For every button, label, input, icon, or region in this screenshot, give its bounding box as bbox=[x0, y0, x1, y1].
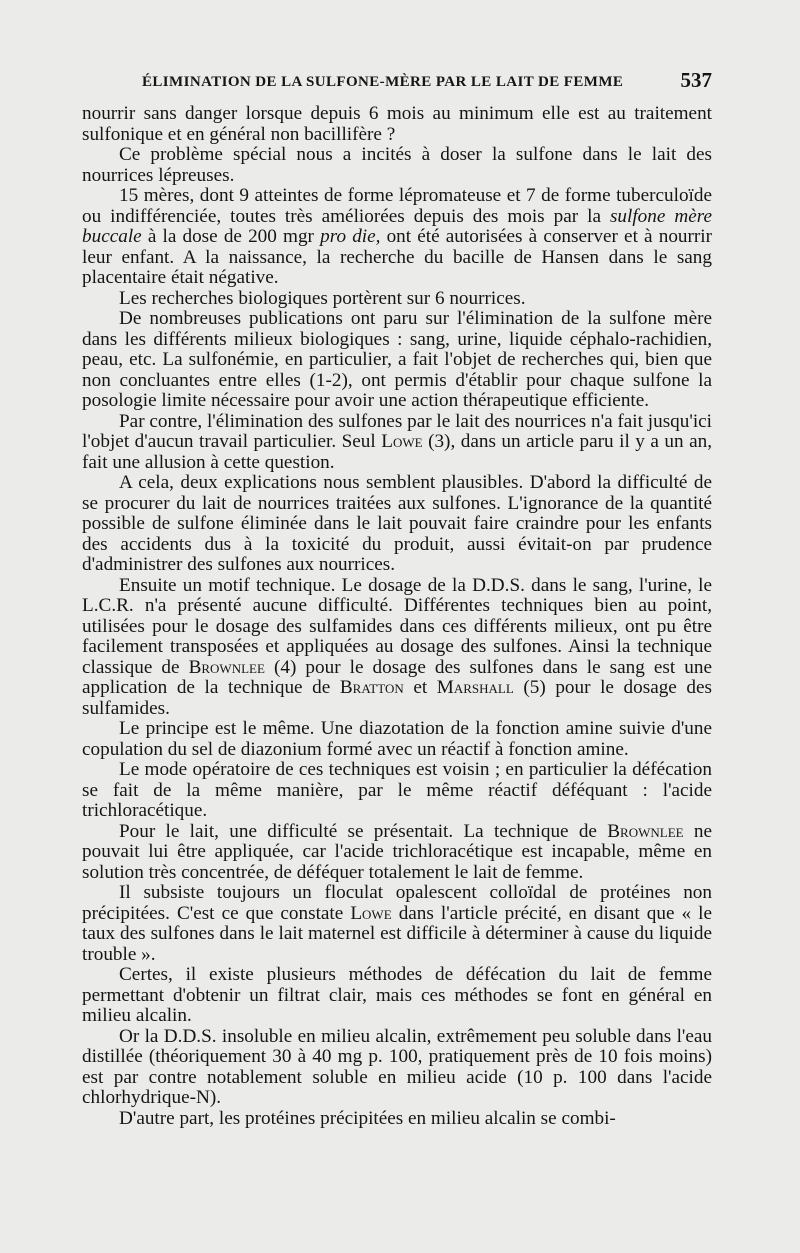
paragraph-15: D'autre part, les protéines précipitées en milieu alcalin se combi- bbox=[119, 1107, 616, 1129]
paragraph-8-text-g: (5) pour le dosage des sulfamides. bbox=[82, 677, 712, 719]
author-lowe: Lowe bbox=[350, 902, 392, 924]
paragraph-11-text-c: ne pouvait lui être appliquée, car l'acide trichloracétique est incapable, même en solution très concentrée, de déféquer totalement le lait de femme. bbox=[82, 820, 712, 883]
article-body bbox=[82, 104, 712, 1129]
paragraph-8 bbox=[82, 576, 712, 720]
paragraph-7: A cela, deux explications nous semblent plausibles. D'abord la difficulté de se procurer du lait de nourrices traitées aux sulfones. L'ignorance de la quantité possible de sulfone éliminée dans le lait pouvait faire craindre pour les enfants des accidents dus à la toxicité du produit, aussi évitait-on par prudence d'administrer des sulfones aux nourrices. bbox=[82, 472, 712, 575]
paragraph-8-text-c: (4) pour le dosage des sulfones dans le sang est une application de la technique de bbox=[82, 656, 712, 698]
paragraph-5: De nombreuses publications ont paru sur l'élimination de la sulfone mère dans les différents milieux biologiques : sang, urine, liquide céphalo-rachidien, peau, etc. La sulfonémie, en particulier, a fait l'objet de recherches qui, bien que non concluantes entre elles (1-2), ont permis d'établir pour chaque sulfone la posologie limite nécessaire pour avoir une action thérapeutique efficiente. bbox=[82, 308, 712, 411]
paragraph-8-text-a: Ensuite un motif technique. Le dosage de la D.D.S. dans le sang, l'urine, le L.C.R. n'a présenté aucune difficulté. Différentes techniques bien au point, utilisées pour le dosage des sulfamides dans ces différents milieux, ont pu être facilement transposées et appliquées au dosage des sulfones. Ainsi la technique classique de bbox=[82, 574, 712, 678]
dosage-latin-italic: pro die, bbox=[320, 226, 381, 247]
running-header bbox=[82, 68, 712, 96]
paragraph-3-text-a: 15 mères, dont 9 atteintes de forme lépromateuse et 7 de forme tuberculoïde ou indifférenciée, toutes très améliorées depuis des mois par la bbox=[82, 185, 712, 227]
page-number: 537 bbox=[680, 68, 712, 92]
paragraph-12-text-c: dans l'article précité, en disant que « le taux des sulfones dans le lait maternel est difficile à déterminer à cause du liquide trouble ». bbox=[82, 902, 712, 965]
drug-name-italic: sulfone mère buccale bbox=[82, 205, 712, 247]
author-bratton: Bratton bbox=[339, 677, 404, 698]
author-brownlee: Brownlee bbox=[188, 656, 265, 678]
paragraph-11 bbox=[82, 822, 712, 884]
author-brownlee: Brownlee bbox=[607, 820, 684, 842]
paragraph-8-text-e: et bbox=[403, 677, 437, 698]
paragraph-13: Certes, il existe plusieurs méthodes de défécation du lait de femme permettant d'obtenir un filtrat clair, mais ces méthodes se font en général en milieu alcalin. bbox=[82, 964, 712, 1026]
paragraph-6-text-c: (3), dans un article paru il y a un an, fait une allusion à cette question. bbox=[82, 431, 713, 473]
paragraph-6 bbox=[82, 412, 712, 474]
paragraph-6-text-a: Par contre, l'élimination des sulfones par le lait des nourrices n'a fait jusqu'ici l'objet d'aucun travail particulier. Seul bbox=[82, 410, 712, 452]
running-title: ÉLIMINATION DE LA SULFONE-MÈRE PAR LE LAIT DE FEMME bbox=[142, 74, 624, 90]
paragraph-9: Le principe est le même. Une diazotation de la fonction amine suivie d'une copulation du sel de diazonium formé avec un réactif à fonction amine. bbox=[82, 718, 712, 760]
paragraph-3-text-e: ont été autorisées à conserver et à nourrir leur enfant. A la naissance, la recherche du bacille de Hansen dans le sang placentaire était négative. bbox=[82, 226, 713, 288]
paragraph-12 bbox=[82, 883, 712, 965]
paragraph-12-text-a: Il subsiste toujours un floculat opalescent colloïdal de protéines non précipitées. C'est ce que constate bbox=[82, 882, 712, 924]
paragraph-11-text-a: Pour le lait, une difficulté se présentait. La technique de bbox=[119, 820, 608, 842]
paragraph-10: Le mode opératoire de ces techniques est voisin ; en particulier la défécation se fait de la même manière, par le même réactif déféquant : l'acide trichloracétique. bbox=[82, 759, 712, 821]
paragraph-14: Or la D.D.S. insoluble en milieu alcalin, extrêmement peu soluble dans l'eau distillée (théoriquement 30 à 40 mg p. 100, pratiquement près de 10 fois moins) est par contre notablement soluble en milieu acide (10 p. 100 dans l'acide chlorhydrique-N). bbox=[82, 1025, 712, 1108]
author-marshall: Marshall bbox=[436, 677, 514, 698]
paragraph-3-text-c: à la dose de 200 mgr bbox=[141, 226, 321, 247]
paragraph-2: Ce problème spécial nous a incités à doser la sulfone dans le lait des nourrices lépreuses. bbox=[82, 144, 712, 186]
paragraph-4: Les recherches biologiques portèrent sur 6 nourrices. bbox=[119, 287, 526, 309]
paragraph-3 bbox=[82, 186, 712, 289]
paragraph-1: nourrir sans danger lorsque depuis 6 mois au minimum elle est au traitement sulfonique et en général non bacillifère ? bbox=[82, 103, 712, 145]
author-lowe: Lowe bbox=[381, 431, 423, 452]
